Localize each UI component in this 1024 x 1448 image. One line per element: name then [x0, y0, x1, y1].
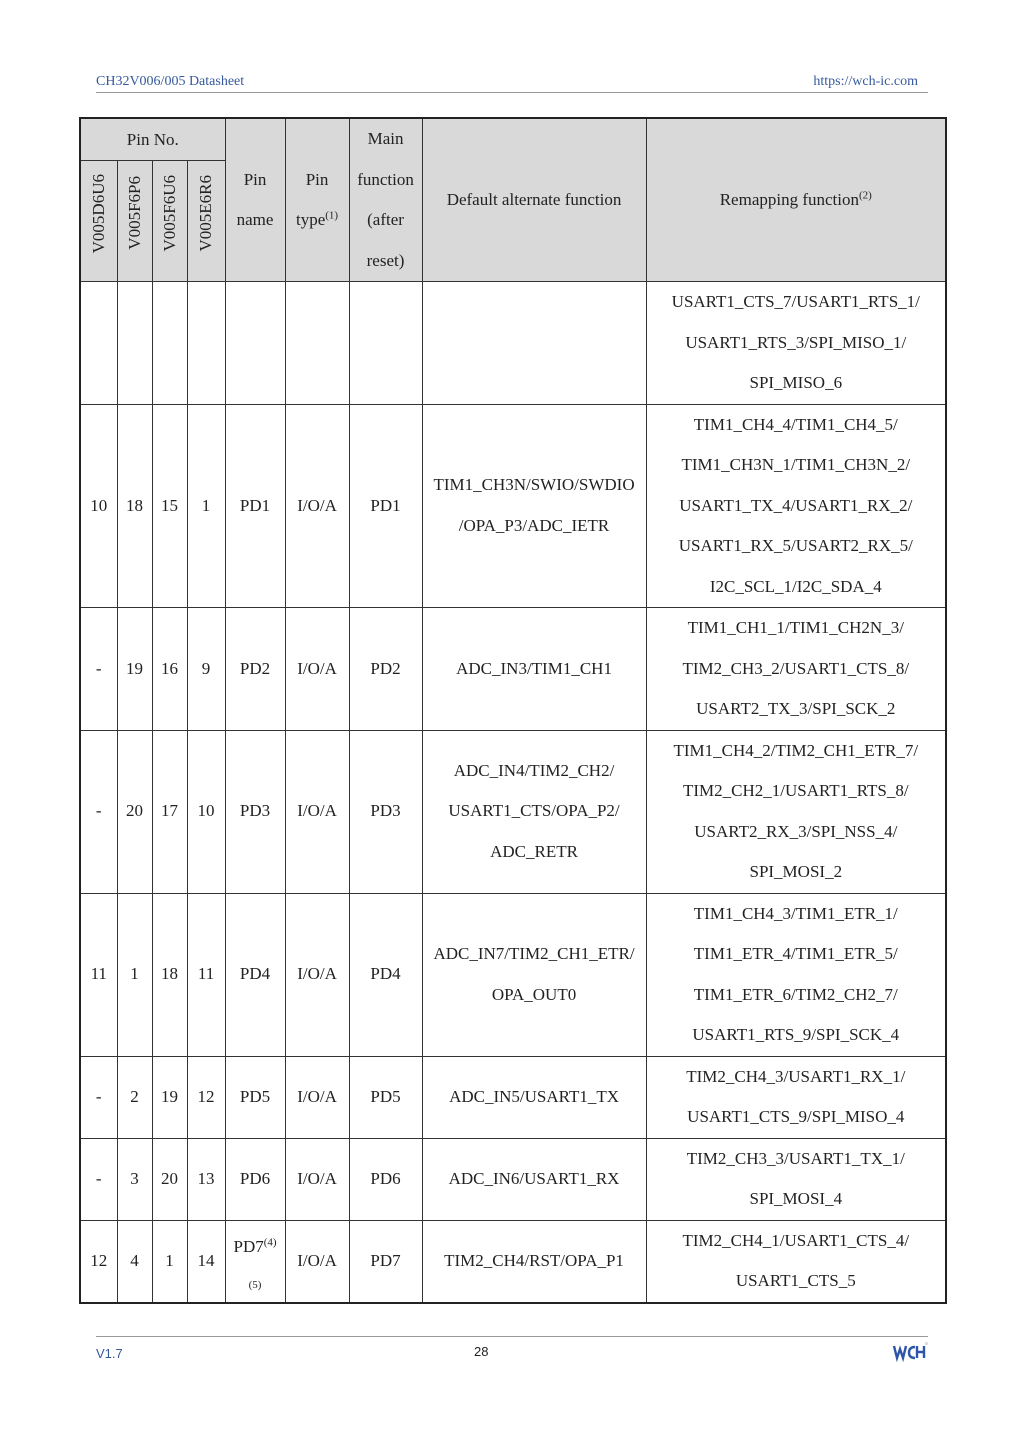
table-row-pd3 — [80, 730, 946, 893]
package-header: V005E6R6 — [187, 161, 225, 282]
table-cell: 12 — [80, 1220, 117, 1303]
pin-type-cell: I/O/A — [285, 608, 349, 731]
main-function-cell: PD6 — [349, 1138, 422, 1220]
table-cell: 4 — [117, 1220, 152, 1303]
pin-name-cell: PD6 — [225, 1138, 285, 1220]
pin-type-cell: I/O/A — [285, 1220, 349, 1303]
table-cell: 17 — [152, 730, 187, 893]
default-alternate-function-header: Default alternate function — [422, 118, 646, 282]
remapping-cell: TIM1_CH1_1/TIM1_CH2N_3/ TIM2_CH3_2/USART1_CTS_8/ USART2_TX_3/SPI_SCK_2 — [646, 608, 946, 731]
pin-name-header: Pin name — [225, 118, 285, 282]
page-header — [96, 72, 928, 93]
remapping-cell: TIM1_CH4_2/TIM2_CH1_ETR_7/ TIM2_CH2_1/USART1_RTS_8/ USART2_RX_3/SPI_NSS_4/ SPI_MOSI_2 — [646, 730, 946, 893]
pin-name-cell: PD3 — [225, 730, 285, 893]
table-cell: 11 — [187, 893, 225, 1056]
package-header: V005F6P6 — [117, 161, 152, 282]
alternate-function-cell: ADC_IN6/USART1_RX — [422, 1138, 646, 1220]
table-cell — [422, 282, 646, 405]
table-cell — [225, 282, 285, 405]
alternate-function-cell: ADC_IN4/TIM2_CH2/ USART1_CTS/OPA_P2/ ADC_RETR — [422, 730, 646, 893]
pin-type-cell: I/O/A — [285, 893, 349, 1056]
alternate-function-cell: ADC_IN5/USART1_TX — [422, 1056, 646, 1138]
table-row-pd1 — [80, 404, 946, 608]
footnote-ref: (2) — [859, 189, 872, 202]
table-cell: 9 — [187, 608, 225, 731]
table-cell — [117, 282, 152, 405]
document-title: CH32V006/005 Datasheet — [96, 74, 245, 89]
table-cell: 12 — [187, 1056, 225, 1138]
table-cell: 20 — [152, 1138, 187, 1220]
remapping-cell: USART1_CTS_7/USART1_RTS_1/ USART1_RTS_3/SPI_MISO_1/ SPI_MISO_6 — [646, 282, 946, 405]
table-cell: 18 — [117, 404, 152, 608]
pin-name-cell: PD1 — [225, 404, 285, 608]
table-cell: 10 — [187, 730, 225, 893]
footnote-ref: (4) — [263, 1236, 277, 1249]
main-function-cell: PD4 — [349, 893, 422, 1056]
pin-type-cell: I/O/A — [285, 404, 349, 608]
table-cell: 15 — [152, 404, 187, 608]
main-function-header: Main function (after reset) — [349, 118, 422, 282]
table-row-pd6 — [80, 1138, 946, 1220]
table-cell: 1 — [187, 404, 225, 608]
remapping-cell: TIM2_CH4_1/USART1_CTS_4/ USART1_CTS_5 — [646, 1220, 946, 1303]
pin-name-cell: PD7$^{(4)}$ (5) — [225, 1220, 285, 1303]
pin-type-cell: I/O/A — [285, 1138, 349, 1220]
main-function-cell: PD7 — [349, 1220, 422, 1303]
alternate-function-cell: TIM2_CH4/RST/OPA_P1 — [422, 1220, 646, 1303]
main-function-cell: PD3 — [349, 730, 422, 893]
table-cell: 19 — [152, 1056, 187, 1138]
footnote-ref: (5) — [248, 1279, 262, 1292]
page-footer — [96, 1336, 928, 1367]
table-cell — [80, 282, 117, 405]
remapping-function-header: Remapping function$^{(2)}$ — [646, 118, 946, 282]
package-header: V005F6U6 — [152, 161, 187, 282]
footnote-ref: (1) — [325, 209, 339, 222]
table-cell: - — [80, 608, 117, 731]
table-cell: 20 — [117, 730, 152, 893]
pin-name-cell: PD4 — [225, 893, 285, 1056]
table-cell: 14 — [187, 1220, 225, 1303]
table-cell: 11 — [80, 893, 117, 1056]
pin-type-cell: I/O/A — [285, 730, 349, 893]
table-cell — [187, 282, 225, 405]
table-cell: 10 — [80, 404, 117, 608]
table-cell: 2 — [117, 1056, 152, 1138]
table-cell: 18 — [152, 893, 187, 1056]
wch-logo-icon — [892, 1341, 928, 1363]
remapping-cell: TIM1_CH4_3/TIM1_ETR_1/ TIM1_ETR_4/TIM1_ETR_5/ TIM1_ETR_6/TIM2_CH2_7/ USART1_RTS_9/SPI_SCK_4 — [646, 893, 946, 1056]
version-label: V1.7 — [96, 1346, 123, 1361]
table-row-pd4 — [80, 893, 946, 1056]
pin-name-cell: PD2 — [225, 608, 285, 731]
remapping-cell: TIM2_CH3_3/USART1_TX_1/ SPI_MOSI_4 — [646, 1138, 946, 1220]
package-header: V005D6U6 — [80, 161, 117, 282]
alternate-function-cell: ADC_IN7/TIM2_CH1_ETR/ OPA_OUT0 — [422, 893, 646, 1056]
remapping-cell: TIM2_CH4_3/USART1_RX_1/ USART1_CTS_9/SPI_MISO_4 — [646, 1056, 946, 1138]
table-row-pd2 — [80, 608, 946, 731]
table-cell — [349, 282, 422, 405]
pin-name-cell: PD5 — [225, 1056, 285, 1138]
pin-no-header: Pin No. — [80, 118, 225, 161]
table-row-pd7 — [80, 1220, 946, 1303]
pin-type-cell: I/O/A — [285, 1056, 349, 1138]
table-cell: 1 — [117, 893, 152, 1056]
table-cell: 1 — [152, 1220, 187, 1303]
pin-definition-table — [79, 117, 947, 1304]
table-cell: 19 — [117, 608, 152, 731]
alternate-function-cell: TIM1_CH3N/SWIO/SWDIO /OPA_P3/ADC_IETR — [422, 404, 646, 608]
website-url[interactable]: https://wch-ic.com — [813, 74, 918, 89]
table-cell — [285, 282, 349, 405]
table-row-continuation — [80, 282, 946, 405]
table-cell: - — [80, 1138, 117, 1220]
table-cell: 16 — [152, 608, 187, 731]
table-cell: - — [80, 730, 117, 893]
page-number: 28 — [474, 1344, 489, 1359]
table-cell: 3 — [117, 1138, 152, 1220]
main-function-cell: PD1 — [349, 404, 422, 608]
table-row-pd5 — [80, 1056, 946, 1138]
table-cell — [152, 282, 187, 405]
main-function-cell: PD2 — [349, 608, 422, 731]
remapping-cell: TIM1_CH4_4/TIM1_CH4_5/ TIM1_CH3N_1/TIM1_CH3N_2/ USART1_TX_4/USART1_RX_2/ USART1_RX_5/USART2_RX_5/ I2C_SCL_1/I2C_SDA_4 — [646, 404, 946, 608]
table-cell: - — [80, 1056, 117, 1138]
table-cell: 13 — [187, 1138, 225, 1220]
pin-type-header: Pin type$^{(1)}$ — [285, 118, 349, 282]
main-function-cell: PD5 — [349, 1056, 422, 1138]
alternate-function-cell: ADC_IN3/TIM1_CH1 — [422, 608, 646, 731]
